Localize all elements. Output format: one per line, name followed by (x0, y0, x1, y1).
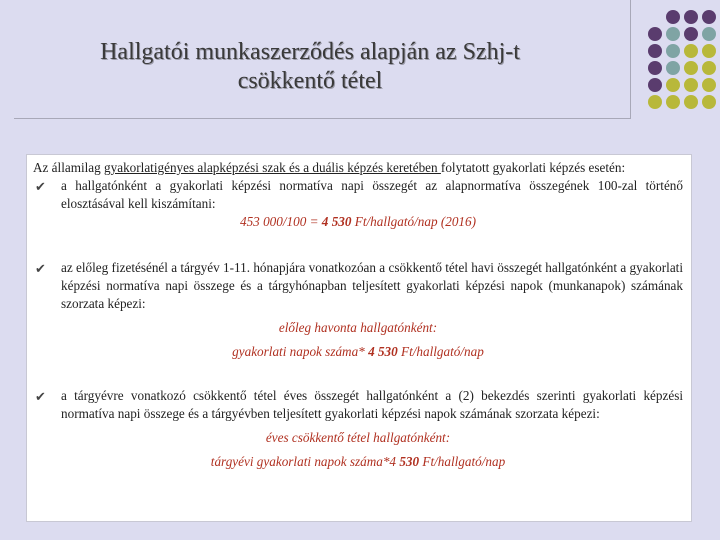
content-panel (26, 154, 692, 522)
bullet-item-2 (33, 259, 683, 313)
bullet-2-formula-post: Ft/hallgató/nap (397, 344, 484, 359)
decorative-dot (684, 61, 698, 75)
decorative-dot (648, 61, 662, 75)
intro-post: folytatott gyakorlati képzés esetén: (440, 160, 626, 175)
bullet-2-formula-bold: 4 530 (368, 344, 398, 359)
decorative-dot (702, 10, 716, 24)
decorative-dot (684, 44, 698, 58)
decorative-dot (648, 44, 662, 58)
decorative-dot (666, 95, 680, 109)
decorative-dot (684, 95, 698, 109)
decorative-dot (684, 10, 698, 24)
decorative-dot (702, 61, 716, 75)
bullet-3-formula-bold: 530 (399, 454, 420, 469)
decorative-dot (702, 27, 716, 41)
bullet-1-formula-post: Ft/hallgató/nap (2016) (351, 214, 477, 229)
title-line-2: csökkentő tétel (237, 68, 383, 94)
bullet-2-formula (33, 343, 683, 361)
decorative-dot (648, 27, 662, 41)
bullet-1-formula (33, 213, 683, 231)
decorative-dot (666, 27, 680, 41)
decorative-dot (666, 61, 680, 75)
decorative-dot (666, 78, 680, 92)
horizontal-divider (14, 118, 631, 119)
decorative-dot (702, 78, 716, 92)
bullet-3-text: a tárgyévre vonatkozó csökkentő tétel éves összegét hallgatónként a (2) bekezdés szerinti gyakorlati képzési normatíva napi összege és a tárgyévben teljesített gyakorlati képzési napok számának szorzata képezi: (61, 388, 683, 421)
decorative-dot (666, 10, 680, 24)
decorative-dot (648, 95, 662, 109)
intro-pre: Az államilag (33, 160, 105, 175)
bullet-3-formula (33, 453, 683, 471)
bullet-2-formula-label: előleg havonta hallgatónként: (278, 320, 438, 335)
bullet-2-formula-pre: gyakorlati napok száma* (232, 344, 369, 359)
decorative-dot (666, 44, 680, 58)
bullet-1-formula-bold: 4 530 (321, 214, 352, 229)
decorative-dot (648, 78, 662, 92)
intro-paragraph (33, 159, 683, 177)
bullet-1-text: a hallgatónként a gyakorlati képzési normatíva napi összegét az alapnormatíva összegének 100-zal történő elosztásával kell kiszámítani: (61, 178, 683, 211)
checkmark-bullet-icon: ✔ (35, 261, 46, 276)
bullet-item-3 (33, 387, 683, 423)
bullet-3-formula-post: Ft/hallgató/nap (419, 454, 506, 469)
bullet-item-1 (33, 177, 683, 213)
slide-title (20, 38, 600, 96)
bullet-1-formula-pre: 453 000/100 = (239, 214, 322, 229)
decorative-dot (702, 44, 716, 58)
decorative-dot (684, 27, 698, 41)
bullet-3-formula-label: éves csökkentő tétel hallgatónként: (265, 430, 451, 445)
vertical-divider (630, 0, 631, 118)
decorative-dot (702, 95, 716, 109)
title-line-1: Hallgatói munkaszerződés alapján az Szhj-t (100, 39, 520, 65)
decorative-dot (684, 78, 698, 92)
bullet-2-text: az előleg fizetésénél a tárgyév 1-11. hónapjára vonatkozóan a csökkentő tétel havi összegét hallgatónként a gyakorlati képzési normatíva napi összege és a tárgyhónapban teljesített gyakorlati képzési napok (munkanapok) számának szorzata képezi: (61, 260, 683, 311)
checkmark-bullet-icon: ✔ (35, 179, 46, 194)
intro-underlined: gyakorlatigényes alapképzési szak és a duális képzés keretében (104, 160, 441, 175)
bullet-3-formula-pre: tárgyévi gyakorlati napok száma*4 (210, 454, 400, 469)
checkmark-bullet-icon: ✔ (35, 389, 46, 404)
